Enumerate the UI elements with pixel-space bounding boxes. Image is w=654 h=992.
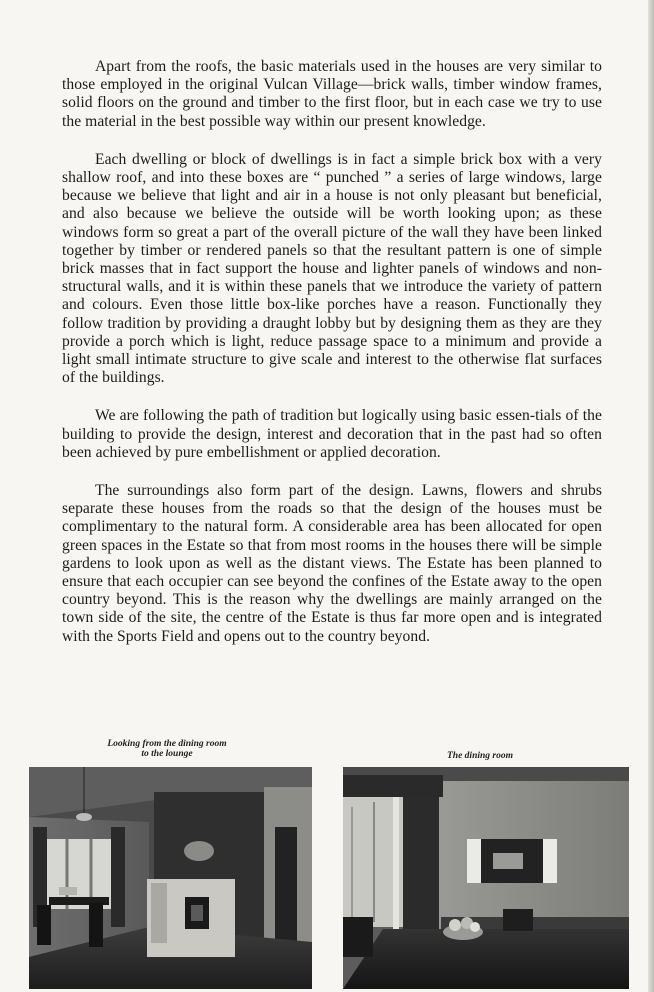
photo-dining-room xyxy=(343,767,629,989)
paragraph-materials: Apart from the roofs, the basic materials used in the houses are very similar to those employed in the original Vulcan Village—brick walls, timber window frames, solid floors on the ground and timber to the first floor, but in each case we try to use the material in the best possible way within our present knowledge. xyxy=(62,58,602,130)
paragraph-brick-box: Each dwelling or block of dwellings is in fact a simple brick box with a very shallow roof, and into these boxes are “ punched ” a series of large windows, large because we believe that light and air in a house is not only pleasant but beneficial, and also because we believe the outside will be worth looking upon; as these windows form so great a part of the overall picture of the wall they have been linked together by timber or rendered panels so that the resultant pattern is one of simple brick masses that in fact support the house and lighter panels of windows and non-structural walls, and it is within these panels that we introduce the variety of pattern and colours. Even those little box-like porches have a reason. Functionally they follow tradition by providing a draught lobby but by designing them as they are they provide a porch which is light, reduce passage space to a minimum and provide a light small intimate structure to give scale and interest to the otherwise flat surfaces of the buildings. xyxy=(62,150,602,387)
caption-lounge-line2: to the lounge xyxy=(141,749,193,759)
body-text xyxy=(62,58,602,666)
page-edge-shadow xyxy=(648,0,654,992)
caption-lounge-view xyxy=(62,739,272,759)
photo-dining-to-lounge xyxy=(29,767,312,989)
caption-dining-room: The dining room xyxy=(447,751,513,761)
paragraph-surroundings: The surroundings also form part of the design. Lawns, flowers and shrubs separate these houses from the roads so that the design of the houses must be complimentary to the natural form. A considerable area has been allocated for open green spaces in the Estate so that from most rooms in the houses there will be simple gardens to look upon as well as the distant views. The Estate has been planned to ensure that each occupier can see beyond the confines of the Estate away to the open country beyond. This is the reason why the dwellings are mainly arranged on the town side of the site, the centre of the Estate is thus far more open and is integrated with the Sports Field and opens out to the country beyond. xyxy=(62,482,602,645)
caption-lounge-line1: Looking from the dining room xyxy=(107,739,227,749)
paragraph-tradition: We are following the path of tradition but logically using basic essen-tials of the building to provide the design, interest and decoration that in the past had so often been achieved by pure embellishment or applied decoration. xyxy=(62,407,602,461)
